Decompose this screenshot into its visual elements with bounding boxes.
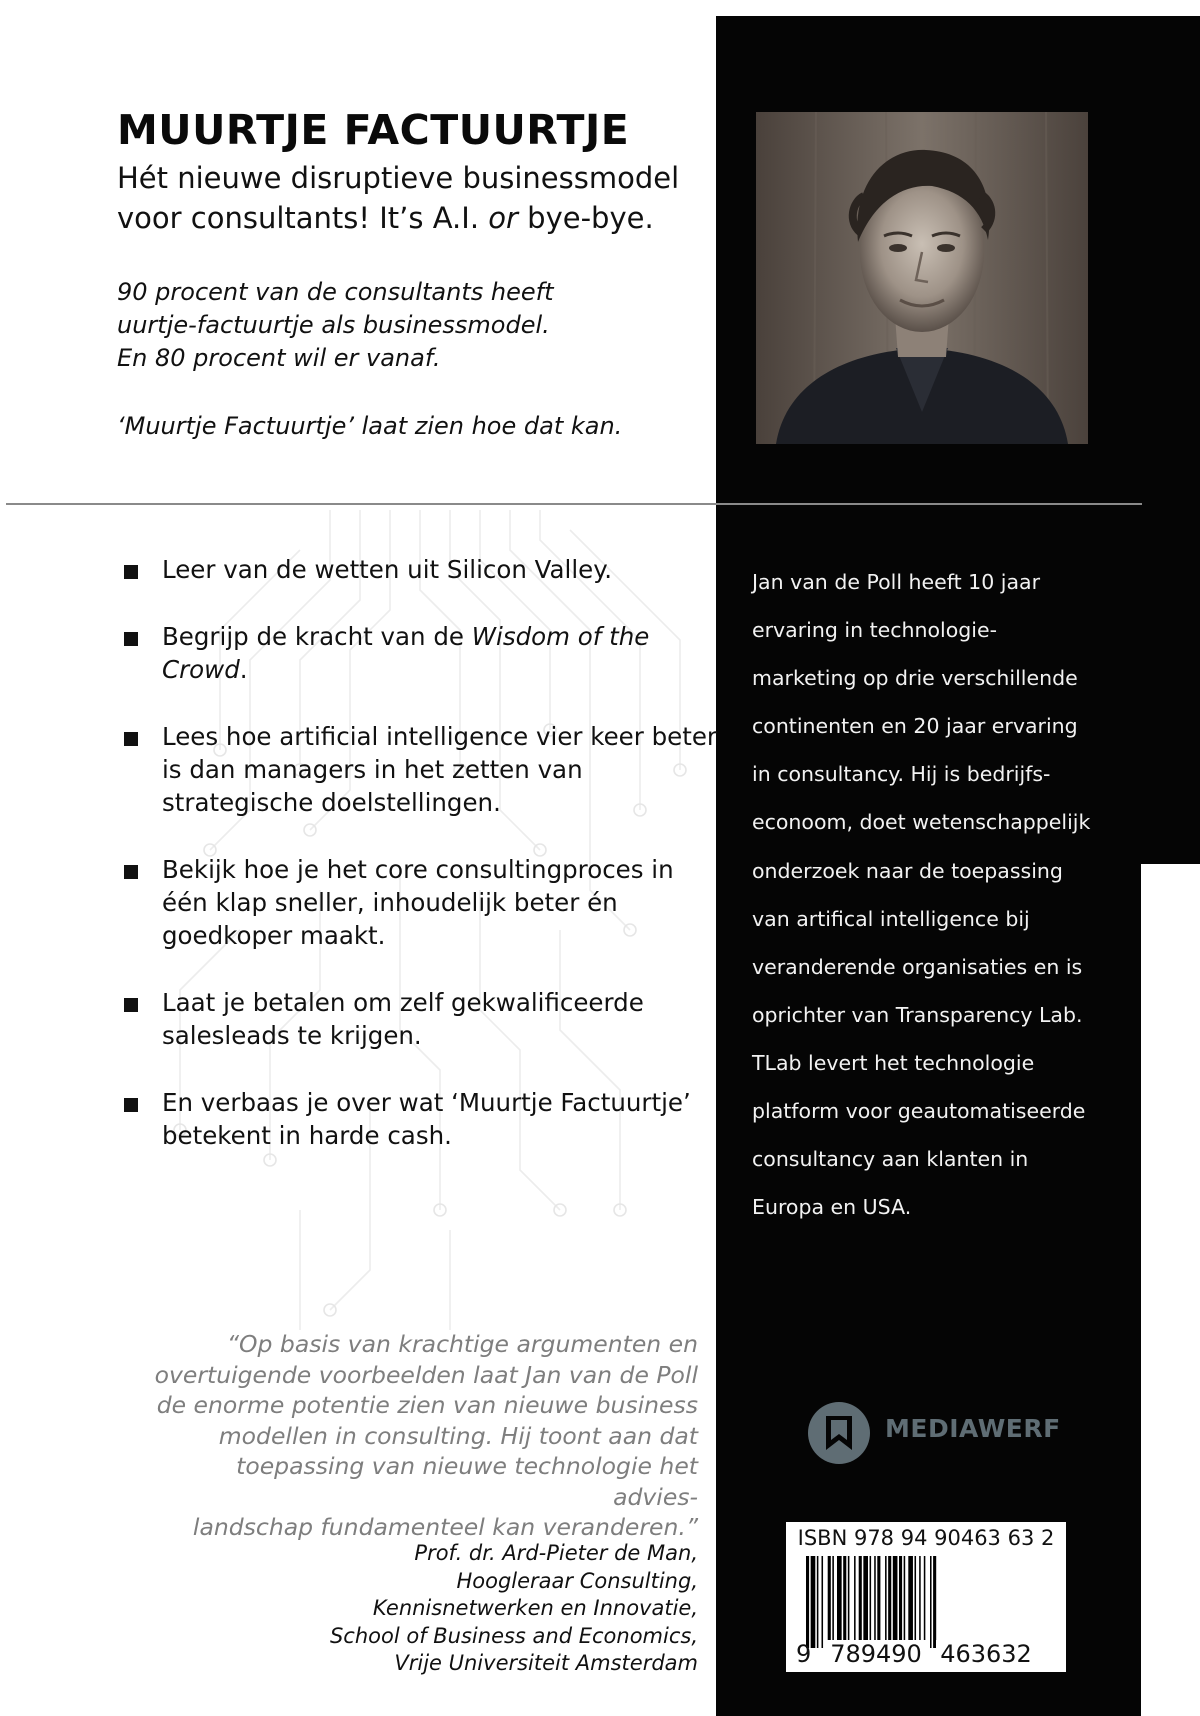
- quote-line: de enorme potentie zien van nieuwe business: [156, 1391, 698, 1419]
- list-item: [122, 553, 722, 586]
- barcode-bar: [915, 1556, 917, 1648]
- list-item: [122, 620, 722, 686]
- bio-line: van artifical intelligence bij: [752, 906, 1030, 931]
- publisher-logo: [806, 1400, 1061, 1466]
- author-portrait-icon: [756, 112, 1088, 444]
- list-item: [122, 986, 722, 1052]
- intro-line: En 80 procent wil er vanaf.: [117, 344, 441, 372]
- intro-line: uurtje-factuurtje als businessmodel.: [117, 311, 550, 339]
- barcode-bar: [904, 1556, 906, 1648]
- author-bio: [752, 558, 1112, 1231]
- bullet-text: Lees hoe artificial intelligence vier keer beter is dan managers in het zetten van strategische doelstellingen.: [162, 722, 717, 817]
- bullet-text: Laat je betalen om zelf gekwalificeerde salesleads te krijgen.: [162, 988, 644, 1050]
- attribution-line: Prof. dr. Ard-Pieter de Man,: [414, 1541, 698, 1565]
- subtitle-line-2-post: bye-bye.: [517, 201, 654, 235]
- barcode-bar: [806, 1556, 809, 1648]
- quote-line: overtuigende voorbeelden laat Jan van de Poll: [154, 1360, 698, 1389]
- barcode-bar: [832, 1556, 834, 1648]
- bio-line: in consultancy. Hij is bedrijfs-: [752, 762, 1051, 787]
- subtitle-line-1: Hét nieuwe disruptieve businessmodel: [117, 161, 680, 195]
- list-item: [122, 853, 722, 952]
- bio-line: marketing op drie verschillende: [752, 666, 1078, 691]
- book-title: MUURTJE FACTUURTJE: [117, 106, 630, 154]
- barcode-bar: [848, 1556, 850, 1648]
- barcode-bar: [908, 1556, 913, 1648]
- attribution-line: Hoogleraar Consulting,: [456, 1568, 698, 1593]
- barcode-bars: [806, 1556, 1046, 1648]
- barcode-bar: [822, 1556, 824, 1648]
- author-photo: [756, 112, 1088, 444]
- bio-line: TLab levert het technologie: [752, 1050, 1035, 1075]
- barcode-bar: [837, 1556, 842, 1648]
- barcode-bar: [870, 1556, 872, 1648]
- bullet-text: En verbaas je over wat ‘Muurtje Factuurtje’ betekent in harde cash.: [162, 1088, 691, 1150]
- bullet-square-icon: [124, 865, 138, 879]
- quote-line: toepassing van nieuwe technologie het advies-: [236, 1452, 698, 1511]
- bullet-text: Begrijp de kracht van de: [162, 622, 472, 651]
- bullet-square-icon: [124, 732, 138, 746]
- barcode-bar: [863, 1556, 868, 1648]
- panel-extension: [1141, 16, 1200, 864]
- bio-line: ervaring in technologie-: [752, 618, 997, 643]
- feature-list: [122, 553, 722, 1186]
- subtitle-line-2-pre: voor consultants! It’s A.I.: [117, 201, 489, 235]
- isbn-digits-right: 463632: [936, 1640, 1036, 1668]
- bio-line: econoom, doet wetenschappelijk: [752, 810, 1091, 835]
- barcode-bar: [877, 1556, 880, 1648]
- bullet-square-icon: [124, 1098, 138, 1112]
- bullet-text-em: Wisdom of the Crowd: [162, 622, 650, 684]
- barcode-bar: [888, 1556, 891, 1648]
- mediawerf-logo-icon: [806, 1400, 872, 1466]
- barcode-bar: [899, 1556, 902, 1648]
- book-subtitle: [117, 158, 717, 238]
- bio-line: consultancy aan klanten in: [752, 1147, 1029, 1172]
- bullet-text: Bekijk hoe je het core consultingproces in één klap sneller, inhoudelijk beter én goedkoper maakt.: [162, 855, 674, 950]
- list-item: [122, 1086, 722, 1152]
- barcode-bar: [924, 1556, 926, 1648]
- divider-line: [6, 503, 1142, 505]
- bio-line: Europa en USA.: [752, 1195, 912, 1220]
- attribution-line: School of Business and Economics,: [329, 1623, 698, 1648]
- barcode-bar: [854, 1556, 856, 1648]
- intro-line: 90 procent van de consultants heeft: [117, 278, 554, 306]
- bio-line: continenten en 20 jaar ervaring: [752, 714, 1078, 739]
- bio-line: Jan van de Poll heeft 10 jaar: [752, 570, 1041, 594]
- attribution-line: Vrije Universiteit Amsterdam: [394, 1651, 698, 1675]
- quote-line: “Op basis van krachtige argumenten en: [226, 1330, 698, 1358]
- attribution-line: Kennisnetwerken en Innovatie,: [372, 1596, 698, 1620]
- bio-line: oprichter van Transparency Lab.: [752, 1002, 1083, 1027]
- endorsement-quote: [150, 1329, 698, 1543]
- barcode-bar: [874, 1556, 876, 1648]
- barcode-bar: [933, 1556, 936, 1648]
- isbn-label: ISBN 978 94 90463 63 2: [797, 1526, 1055, 1550]
- barcode-bar: [843, 1556, 846, 1648]
- isbn-digits-left: 789490: [826, 1640, 926, 1668]
- isbn-digit-first: 9: [796, 1640, 812, 1668]
- bullet-square-icon: [124, 632, 138, 646]
- quote-attribution: [250, 1540, 698, 1678]
- barcode-bar: [811, 1556, 816, 1648]
- bio-line: onderzoek naar de toepassing: [752, 858, 1063, 883]
- barcode-bar: [828, 1556, 831, 1648]
- barcode-bar: [817, 1556, 819, 1648]
- barcode-bar: [859, 1556, 862, 1648]
- tagline: ‘Muurtje Factuurtje’ laat zien hoe dat kan.: [117, 412, 623, 440]
- barcode-bar: [893, 1556, 898, 1648]
- bullet-text: Leer van de wetten uit Silicon Valley.: [162, 555, 613, 584]
- bio-line: veranderende organisaties en is: [752, 954, 1083, 979]
- isbn-barcode: [786, 1522, 1066, 1672]
- quote-line: modellen in consulting. Hij toont aan dat: [218, 1421, 698, 1450]
- barcode-bar: [919, 1556, 921, 1648]
- bio-line: platform voor geautomatiseerde: [752, 1099, 1086, 1124]
- quote-line: landschap fundamenteel kan veranderen.”: [192, 1513, 698, 1541]
- bullet-square-icon: [124, 998, 138, 1012]
- bullet-square-icon: [124, 565, 138, 579]
- barcode-bar: [930, 1556, 932, 1648]
- list-item: [122, 720, 722, 819]
- subtitle-line-2-em: or: [488, 201, 518, 235]
- intro-text: [117, 276, 717, 375]
- publisher-name: MEDIAWERF: [885, 1414, 1061, 1443]
- barcode-bar: [885, 1556, 887, 1648]
- bullet-text-post: .: [239, 655, 248, 684]
